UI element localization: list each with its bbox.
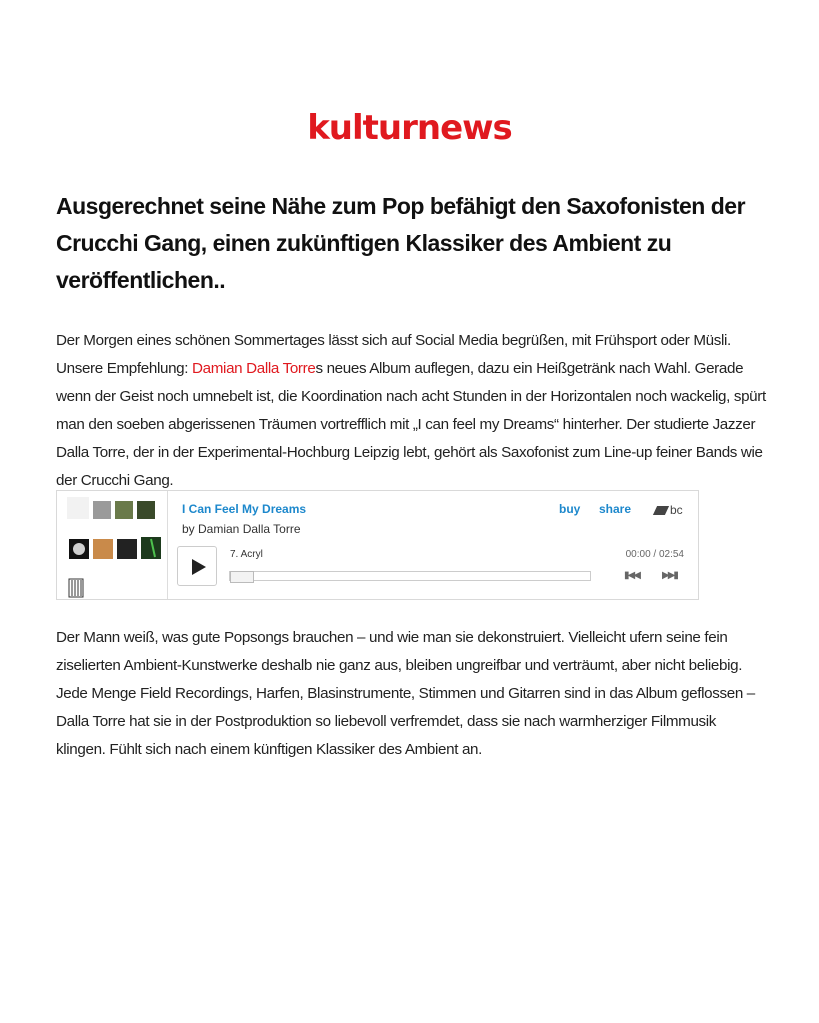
bandcamp-logo[interactable]: [655, 503, 683, 517]
previous-track-icon[interactable]: ▮◀◀: [624, 570, 639, 581]
current-track: 7. Acryl: [230, 549, 263, 560]
bandcamp-player: [56, 490, 699, 600]
paragraph-text: Der Morgen eines schönen Sommertages lässt sich auf Social Media begrüßen, mit Frühsport oder Müsli. Unsere Empfehlung:: [56, 332, 731, 377]
progress-thumb[interactable]: [230, 571, 254, 583]
bandcamp-text: bc: [670, 503, 683, 517]
bandcamp-icon: [653, 506, 669, 515]
article-paragraph-1: [56, 327, 768, 495]
share-link[interactable]: share: [599, 502, 632, 516]
progress-bar[interactable]: [229, 571, 591, 581]
article-headline: Ausgerechnet seine Nähe zum Pop befähigt den Saxofonisten der Crucchi Gang, einen zukünftigen Klassiker des Ambient zu veröffentlichen..: [56, 193, 746, 293]
album-title-link[interactable]: I Can Feel My Dreams: [182, 502, 307, 516]
paragraph-text: s neues Album auflegen, dazu ein Heißgetränk nach Wahl. Gerade wenn der Geist noch umnebelt ist, die Koordination nach acht Stunden in der Horizontalen noch wackelig, spürt man den soeben abgerissenen Träumen vortrefflich mit „I can feel my Dreams“ hinterher. Der studierte Jazzer Dalla Torre, der in der Experimental-Hochburg Leipzig lebt, gehört als Saxofonist zum Line-up feiner Bands wie der Crucchi Gang.: [56, 360, 766, 489]
play-button[interactable]: [177, 546, 217, 586]
buy-link[interactable]: buy: [559, 502, 581, 516]
artist-name[interactable]: by Damian Dalla Torre: [182, 522, 301, 536]
artwork-divider: [167, 491, 168, 599]
article-paragraph-2: Der Mann weiß, was gute Popsongs brauchen – und wie man sie dekonstruiert. Vielleicht ufern seine fein ziselierten Ambient-Kunstwerke deshalb nie ganz aus, bleiben ungreifbar und verträumt, aber nicht beliebig. Jede Menge Field Recordings, Harfen, Blasinstrumente, Stimmen und Gitarren sind in das Album geflossen – Dalla Torre hat sie in der Postproduktion so liebevoll verfremdet, dass sie nach warmherziger Filmmusik klingen. Fühlt sich nach einem künftigen Klassiker des Ambient an.: [56, 629, 755, 758]
next-track-icon[interactable]: ▶▶▮: [662, 570, 677, 581]
artist-link[interactable]: Damian Dalla Torre: [192, 360, 316, 377]
kulturnews-logo[interactable]: kulturnews: [307, 108, 512, 148]
track-time: 00:00 / 02:54: [625, 549, 684, 560]
